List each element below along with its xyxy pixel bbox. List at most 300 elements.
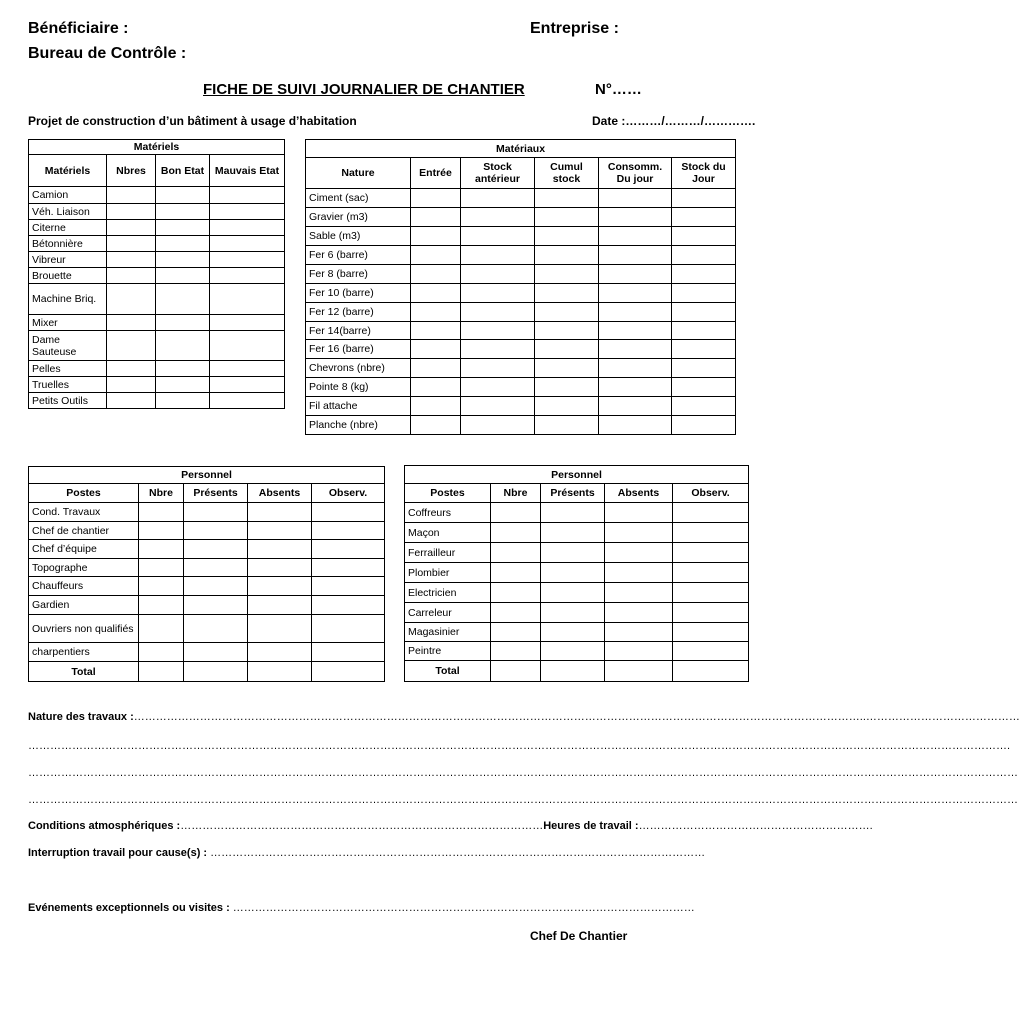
table-row: [306, 397, 736, 416]
table-row: [29, 236, 285, 252]
entry-cell[interactable]: [599, 340, 672, 359]
entry-cell[interactable]: [535, 303, 599, 322]
interruption-dots: ………………………………………………………………………………………………………………………: [207, 847, 706, 859]
entry-cell[interactable]: [673, 503, 749, 523]
entry-cell[interactable]: [672, 359, 736, 378]
entry-cell[interactable]: [599, 322, 672, 340]
personnel-left-col-header: Présents: [184, 484, 248, 503]
entry-cell[interactable]: [156, 377, 210, 393]
entry-cell[interactable]: [139, 643, 184, 662]
table-row: [405, 603, 749, 623]
entry-cell[interactable]: [461, 303, 535, 322]
entry-cell[interactable]: [461, 416, 535, 435]
entry-cell[interactable]: [605, 523, 673, 543]
row-label: Fer 10 (barre): [306, 284, 411, 303]
entry-cell[interactable]: [210, 315, 285, 331]
entry-cell[interactable]: [461, 265, 535, 284]
entry-cell[interactable]: [107, 331, 156, 361]
row-label: Chef de chantier: [29, 522, 139, 540]
entry-cell[interactable]: [673, 583, 749, 603]
personnel-right-col-header: Nbre: [491, 484, 541, 503]
materiaux-col-header: Entrée: [411, 158, 461, 189]
entry-cell[interactable]: [411, 303, 461, 322]
materiaux-col-header: Stock antérieur: [461, 158, 535, 189]
entry-cell[interactable]: [156, 204, 210, 220]
conditions-line: [28, 820, 873, 832]
entry-cell[interactable]: [541, 623, 605, 642]
entry-cell[interactable]: [107, 187, 156, 204]
table-row: [29, 577, 385, 596]
beneficiaire-label: Bénéficiaire :: [28, 20, 129, 37]
table-row: [306, 340, 736, 359]
table-row: [306, 416, 736, 435]
entry-cell[interactable]: [535, 378, 599, 397]
row-label: Magasinier: [405, 623, 491, 642]
entry-cell[interactable]: [107, 204, 156, 220]
table-row: [29, 187, 285, 204]
materiels-table: [28, 139, 285, 409]
entry-cell[interactable]: [312, 615, 385, 643]
entry-cell[interactable]: [461, 378, 535, 397]
entry-cell[interactable]: [605, 563, 673, 583]
entry-cell[interactable]: [605, 603, 673, 623]
row-label: Coffreurs: [405, 503, 491, 523]
total-cell[interactable]: [605, 661, 673, 682]
row-label: Petits Outils: [29, 393, 107, 409]
entry-cell[interactable]: [107, 220, 156, 236]
total-cell[interactable]: [312, 662, 385, 682]
entry-cell[interactable]: [139, 596, 184, 615]
entry-cell[interactable]: [491, 523, 541, 543]
entry-cell[interactable]: [673, 603, 749, 623]
table-row: [306, 284, 736, 303]
row-label: Brouette: [29, 268, 107, 284]
personnel-left-table: [28, 466, 385, 682]
bureau-controle-label: Bureau de Contrôle :: [28, 45, 187, 62]
entry-cell[interactable]: [599, 416, 672, 435]
total-cell[interactable]: [491, 661, 541, 682]
row-label: Gravier (m3): [306, 208, 411, 227]
entry-cell[interactable]: [411, 284, 461, 303]
entry-cell[interactable]: [411, 359, 461, 378]
entry-cell[interactable]: [184, 596, 248, 615]
personnel-right-col-header: Absents: [605, 484, 673, 503]
entry-cell[interactable]: [672, 227, 736, 246]
entry-cell[interactable]: [605, 623, 673, 642]
entry-cell[interactable]: [535, 227, 599, 246]
row-label: Maçon: [405, 523, 491, 543]
table-row: [405, 563, 749, 583]
entry-cell[interactable]: [605, 583, 673, 603]
conditions-dots: ………………………………………………………………………………………: [180, 820, 544, 832]
entry-cell[interactable]: [541, 523, 605, 543]
entry-cell[interactable]: [248, 522, 312, 540]
entry-cell[interactable]: [541, 642, 605, 661]
form-number: N°……: [595, 81, 642, 98]
entry-cell[interactable]: [461, 284, 535, 303]
entry-cell[interactable]: [184, 643, 248, 662]
nature-travaux-line-2: …………………………………………………………………………………………………………………………………………………………………………………………………………………………………………….: [28, 740, 1011, 752]
entreprise-label: Entreprise :: [530, 20, 619, 37]
entry-cell[interactable]: [672, 208, 736, 227]
row-label: Pointe 8 (kg): [306, 378, 411, 397]
table-row: [306, 359, 736, 378]
row-label: Chauffeurs: [29, 577, 139, 596]
row-label: Mixer: [29, 315, 107, 331]
entry-cell[interactable]: [210, 268, 285, 284]
form-title: FICHE DE SUIVI JOURNALIER DE CHANTIER: [203, 81, 525, 98]
entry-cell[interactable]: [541, 583, 605, 603]
interruption-label: Interruption travail pour cause(s) :: [28, 847, 208, 859]
table-row: [405, 623, 749, 642]
personnel-left-col-header: Nbre: [139, 484, 184, 503]
entry-cell[interactable]: [184, 559, 248, 577]
row-label: Fil attache: [306, 397, 411, 416]
entry-cell[interactable]: [599, 397, 672, 416]
personnel-right-col-header: Présents: [541, 484, 605, 503]
table-row: [405, 642, 749, 661]
entry-cell[interactable]: [672, 322, 736, 340]
entry-cell[interactable]: [672, 340, 736, 359]
entry-cell[interactable]: [210, 236, 285, 252]
table-row: [306, 189, 736, 208]
entry-cell[interactable]: [673, 523, 749, 543]
entry-cell[interactable]: [107, 236, 156, 252]
entry-cell[interactable]: [599, 189, 672, 208]
entry-cell[interactable]: [210, 187, 285, 204]
entry-cell[interactable]: [184, 522, 248, 540]
row-label: Planche (nbre): [306, 416, 411, 435]
entry-cell[interactable]: [156, 252, 210, 268]
entry-cell[interactable]: [672, 303, 736, 322]
personnel-left-col-header: Absents: [248, 484, 312, 503]
table-row: [29, 268, 285, 284]
entry-cell[interactable]: [248, 615, 312, 643]
entry-cell[interactable]: [107, 284, 156, 315]
row-label: Cond. Travaux: [29, 503, 139, 522]
entry-cell[interactable]: [461, 189, 535, 208]
entry-cell[interactable]: [541, 503, 605, 523]
entry-cell[interactable]: [210, 377, 285, 393]
row-label: Bétonnière: [29, 236, 107, 252]
entry-cell[interactable]: [411, 227, 461, 246]
date-field: Date :………/………/………….: [592, 114, 756, 128]
entry-cell[interactable]: [599, 284, 672, 303]
table-row: [29, 204, 285, 220]
entry-cell[interactable]: [535, 189, 599, 208]
entry-cell[interactable]: [210, 204, 285, 220]
entry-cell[interactable]: [461, 322, 535, 340]
total-cell[interactable]: [248, 662, 312, 682]
entry-cell[interactable]: [312, 596, 385, 615]
table-row: [29, 615, 385, 643]
entry-cell[interactable]: [210, 252, 285, 268]
row-label: Plombier: [405, 563, 491, 583]
interruption-line: [28, 847, 740, 859]
table-row: [29, 284, 285, 315]
table-row: [29, 540, 385, 559]
table-row: [29, 522, 385, 540]
entry-cell[interactable]: [535, 340, 599, 359]
entry-cell[interactable]: [248, 596, 312, 615]
personnel-right-col-header: Observ.: [673, 484, 749, 503]
entry-cell[interactable]: [248, 643, 312, 662]
entry-cell[interactable]: [312, 577, 385, 596]
entry-cell[interactable]: [139, 615, 184, 643]
entry-cell[interactable]: [107, 393, 156, 409]
chef-de-chantier-signature: Chef De Chantier: [530, 929, 628, 943]
entry-cell[interactable]: [535, 416, 599, 435]
table-row: [29, 643, 385, 662]
row-label: Machine Briq.: [29, 284, 107, 315]
entry-cell[interactable]: [461, 340, 535, 359]
row-label: Fer 14(barre): [306, 322, 411, 340]
entry-cell[interactable]: [139, 503, 184, 522]
entry-cell[interactable]: [156, 220, 210, 236]
entry-cell[interactable]: [461, 208, 535, 227]
evenements-label: Evénements exceptionnels ou visites :: [28, 902, 230, 914]
entry-cell[interactable]: [156, 331, 210, 361]
row-label: Vibreur: [29, 252, 107, 268]
personnel-right-caption: Personnel: [405, 466, 749, 484]
entry-cell[interactable]: [411, 340, 461, 359]
entry-cell[interactable]: [411, 416, 461, 435]
row-label: Chef d’équipe: [29, 540, 139, 559]
row-label: Camion: [29, 187, 107, 204]
entry-cell[interactable]: [210, 331, 285, 361]
entry-cell[interactable]: [156, 361, 210, 377]
entry-cell[interactable]: [535, 246, 599, 265]
materiaux-col-header: Stock du Jour: [672, 158, 736, 189]
table-row: [29, 596, 385, 615]
entry-cell[interactable]: [535, 397, 599, 416]
entry-cell[interactable]: [312, 503, 385, 522]
entry-cell[interactable]: [535, 322, 599, 340]
table-row: [306, 208, 736, 227]
project-description: Projet de construction d’un bâtiment à usage d’habitation: [28, 114, 357, 128]
entry-cell[interactable]: [156, 284, 210, 315]
entry-cell[interactable]: [107, 268, 156, 284]
table-row: [306, 303, 736, 322]
entry-cell[interactable]: [461, 227, 535, 246]
entry-cell[interactable]: [535, 265, 599, 284]
entry-cell[interactable]: [139, 577, 184, 596]
entry-cell[interactable]: [599, 303, 672, 322]
entry-cell[interactable]: [491, 642, 541, 661]
entry-cell[interactable]: [605, 543, 673, 563]
table-row: [29, 393, 285, 409]
table-row: [306, 246, 736, 265]
entry-cell[interactable]: [411, 397, 461, 416]
total-cell[interactable]: [139, 662, 184, 682]
row-label: Peintre: [405, 642, 491, 661]
row-label: Ouvriers non qualifiés: [29, 615, 139, 643]
entry-cell[interactable]: [599, 227, 672, 246]
conditions-label: Conditions atmosphériques :: [28, 820, 181, 832]
entry-cell[interactable]: [411, 208, 461, 227]
entry-cell[interactable]: [156, 268, 210, 284]
entry-cell[interactable]: [411, 378, 461, 397]
entry-cell[interactable]: [411, 322, 461, 340]
table-row: [29, 315, 285, 331]
entry-cell[interactable]: [156, 187, 210, 204]
entry-cell[interactable]: [672, 397, 736, 416]
table-row: [29, 559, 385, 577]
entry-cell[interactable]: [491, 603, 541, 623]
entry-cell[interactable]: [672, 284, 736, 303]
row-label: Citerne: [29, 220, 107, 236]
table-row: [306, 378, 736, 397]
row-label: Truelles: [29, 377, 107, 393]
entry-cell[interactable]: [156, 393, 210, 409]
table-row: [405, 583, 749, 603]
entry-cell[interactable]: [210, 361, 285, 377]
nature-travaux-line-3: ………………………………………………………………………………………………………………………………………………………………………………………………………………………………………………: [28, 767, 1018, 779]
entry-cell[interactable]: [461, 246, 535, 265]
entry-cell[interactable]: [312, 522, 385, 540]
entry-cell[interactable]: [210, 393, 285, 409]
entry-cell[interactable]: [139, 559, 184, 577]
total-label: Total: [29, 662, 139, 682]
entry-cell[interactable]: [491, 543, 541, 563]
entry-cell[interactable]: [248, 503, 312, 522]
entry-cell[interactable]: [210, 284, 285, 315]
entry-cell[interactable]: [210, 220, 285, 236]
table-row: [405, 543, 749, 563]
entry-cell[interactable]: [461, 397, 535, 416]
entry-cell[interactable]: [599, 359, 672, 378]
table-row: [29, 377, 285, 393]
entry-cell[interactable]: [535, 284, 599, 303]
entry-cell[interactable]: [541, 543, 605, 563]
evenements-line: [28, 902, 728, 914]
entry-cell[interactable]: [107, 315, 156, 331]
entry-cell[interactable]: [535, 359, 599, 378]
entry-cell[interactable]: [248, 577, 312, 596]
entry-cell[interactable]: [673, 563, 749, 583]
entry-cell[interactable]: [491, 583, 541, 603]
personnel-right-table: [404, 465, 749, 682]
entry-cell[interactable]: [139, 522, 184, 540]
entry-cell[interactable]: [599, 378, 672, 397]
total-label: Total: [405, 661, 491, 682]
entry-cell[interactable]: [107, 377, 156, 393]
entry-cell[interactable]: [535, 208, 599, 227]
entry-cell[interactable]: [541, 563, 605, 583]
entry-cell[interactable]: [461, 359, 535, 378]
entry-cell[interactable]: [107, 252, 156, 268]
nature-travaux-label: Nature des travaux :: [28, 711, 134, 723]
row-label: Gardien: [29, 596, 139, 615]
entry-cell[interactable]: [312, 540, 385, 559]
row-label: Fer 8 (barre): [306, 265, 411, 284]
row-label: Fer 12 (barre): [306, 303, 411, 322]
nature-travaux-line-4: ………………………………………………………………………………………………………………………………………………………………………………………………………………………………………………: [28, 794, 1018, 806]
entry-cell[interactable]: [541, 603, 605, 623]
row-label: Ferrailleur: [405, 543, 491, 563]
table-row: [29, 220, 285, 236]
materiaux-col-header: Consomm. Du jour: [599, 158, 672, 189]
entry-cell[interactable]: [599, 208, 672, 227]
materiels-caption: Matériels: [29, 140, 285, 155]
entry-cell[interactable]: [248, 559, 312, 577]
entry-cell[interactable]: [411, 265, 461, 284]
materiaux-table: [305, 139, 736, 435]
entry-cell[interactable]: [312, 643, 385, 662]
entry-cell[interactable]: [491, 563, 541, 583]
heures-label: Heures de travail :: [543, 820, 639, 832]
total-cell[interactable]: [541, 661, 605, 682]
nature-travaux-line: [28, 711, 1020, 723]
entry-cell[interactable]: [673, 623, 749, 642]
table-row: [306, 227, 736, 246]
entry-cell[interactable]: [411, 189, 461, 208]
entry-cell[interactable]: [672, 189, 736, 208]
entry-cell[interactable]: [184, 577, 248, 596]
materiels-col-header: Bon Etat: [156, 155, 210, 187]
table-row: [29, 503, 385, 522]
entry-cell[interactable]: [312, 559, 385, 577]
entry-cell[interactable]: [673, 642, 749, 661]
materiaux-col-header: Cumul stock: [535, 158, 599, 189]
total-cell[interactable]: [673, 661, 749, 682]
row-label: Carreleur: [405, 603, 491, 623]
table-row: [306, 322, 736, 340]
entry-cell[interactable]: [599, 246, 672, 265]
entry-cell[interactable]: [673, 543, 749, 563]
entry-cell[interactable]: [107, 361, 156, 377]
entry-cell[interactable]: [605, 503, 673, 523]
total-row: [29, 662, 385, 682]
entry-cell[interactable]: [599, 265, 672, 284]
entry-cell[interactable]: [672, 265, 736, 284]
entry-cell[interactable]: [672, 378, 736, 397]
entry-cell[interactable]: [491, 623, 541, 642]
row-label: Dame Sauteuse: [29, 331, 107, 361]
heures-dots: ……………………………………………………….: [638, 820, 873, 832]
evenements-dots: ………………………………………………………………………………………………………………: [229, 902, 695, 914]
entry-cell[interactable]: [184, 615, 248, 643]
personnel-right-col-header: Postes: [405, 484, 491, 503]
row-label: Véh. Liaison: [29, 204, 107, 220]
entry-cell[interactable]: [491, 503, 541, 523]
row-label: Ciment (sac): [306, 189, 411, 208]
entry-cell[interactable]: [184, 540, 248, 559]
entry-cell[interactable]: [672, 246, 736, 265]
table-row: [29, 361, 285, 377]
row-label: Topographe: [29, 559, 139, 577]
materiels-col-header: Matériels: [29, 155, 107, 187]
entry-cell[interactable]: [184, 503, 248, 522]
table-row: [29, 331, 285, 361]
entry-cell[interactable]: [156, 315, 210, 331]
row-label: Sable (m3): [306, 227, 411, 246]
entry-cell[interactable]: [156, 236, 210, 252]
total-row: [405, 661, 749, 682]
materiels-col-header: Mauvais Etat: [210, 155, 285, 187]
row-label: Fer 16 (barre): [306, 340, 411, 359]
entry-cell[interactable]: [411, 246, 461, 265]
entry-cell[interactable]: [248, 540, 312, 559]
entry-cell[interactable]: [605, 642, 673, 661]
table-row: [405, 503, 749, 523]
materiaux-caption: Matériaux: [306, 140, 736, 158]
entry-cell[interactable]: [672, 416, 736, 435]
entry-cell[interactable]: [139, 540, 184, 559]
table-row: [29, 252, 285, 268]
total-cell[interactable]: [184, 662, 248, 682]
personnel-left-col-header: Postes: [29, 484, 139, 503]
